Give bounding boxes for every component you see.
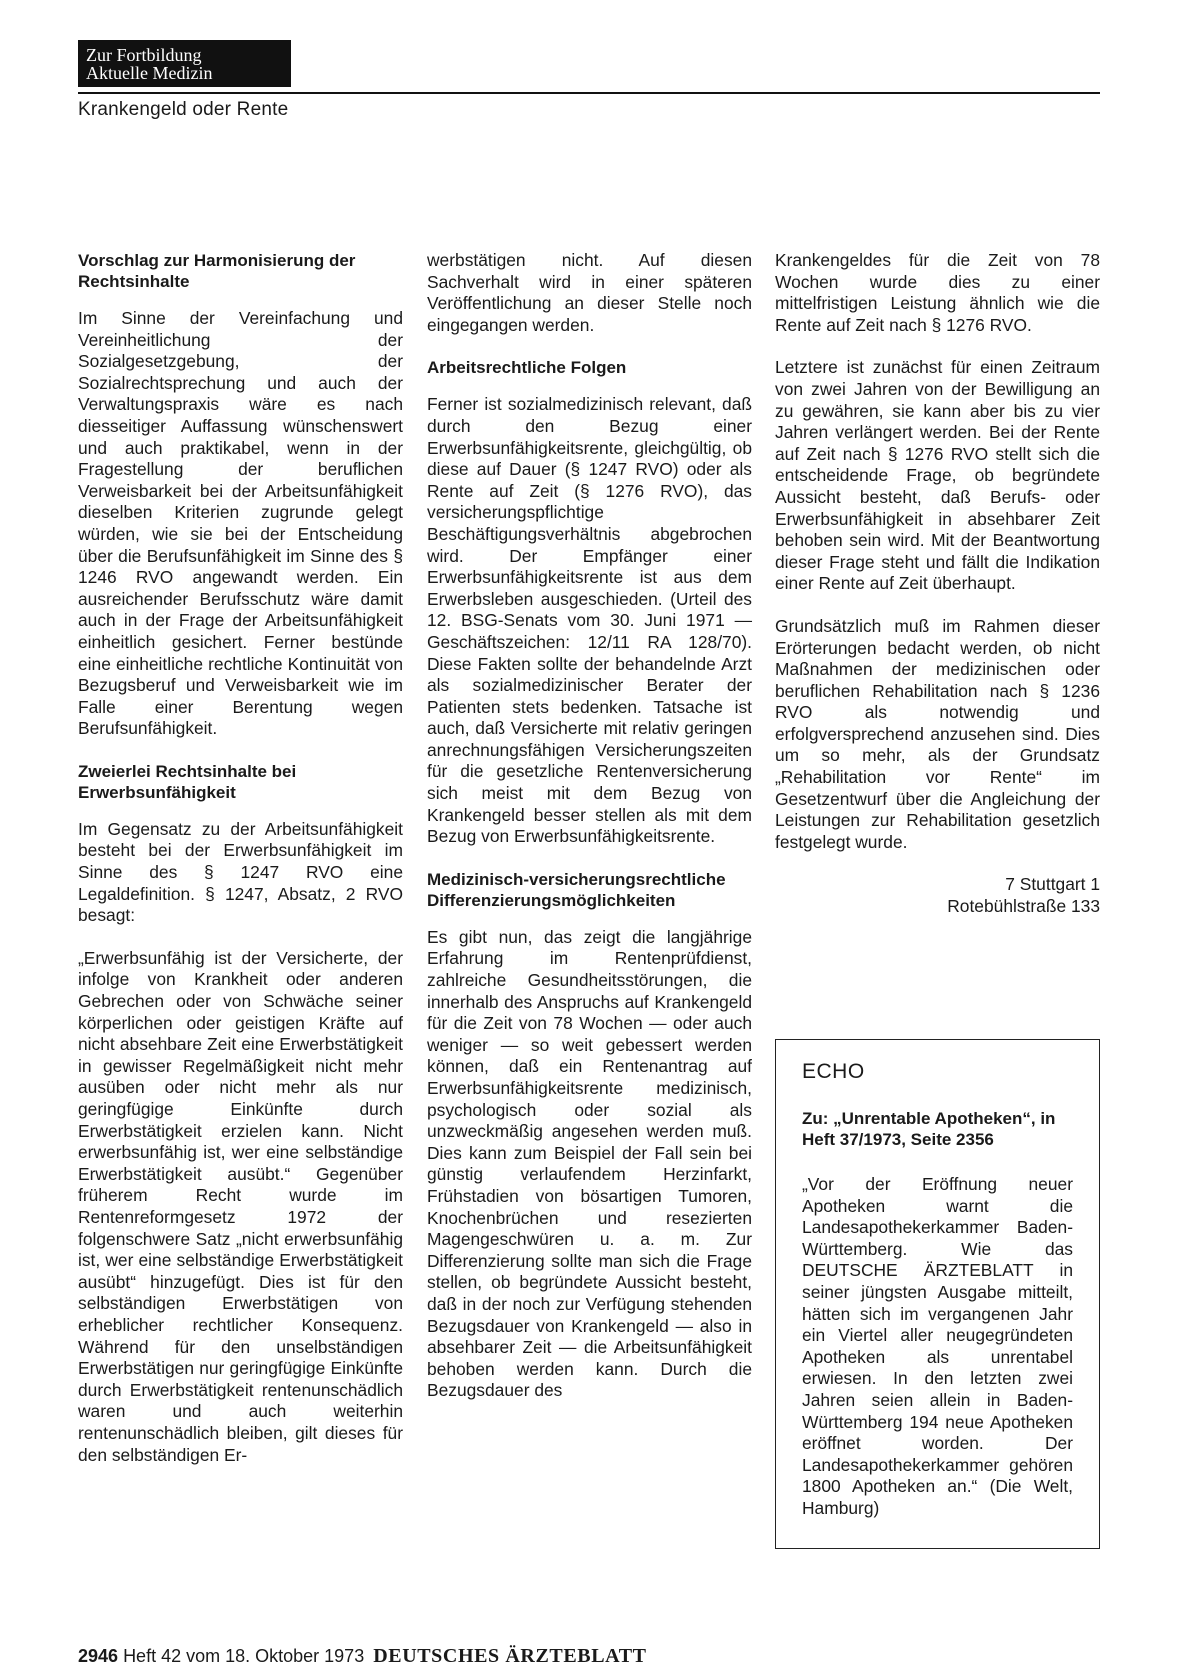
echo-title: ECHO: [802, 1060, 865, 1083]
header-rule: [78, 92, 1100, 94]
issue-info: Heft 42 vom 18. Oktober 1973: [123, 1646, 365, 1666]
address-line-2: Rotebühlstraße 133: [947, 896, 1100, 917]
echo-quote: „Vor der Eröffnung neuer Apotheken warnt die Landesapothekerkammer Baden-Württemberg. Wie das DEUTSCHE ÄRZTEBLATT in seiner jüngsten Ausgabe mitteilt, hätten sich im vergangenen Jahr ein Viertel aller neugegründeten Apotheken als unrentabel erwiesen. In den letzten zwei Jahren seien allein in Baden-Württemberg 194 neue Apotheken eröffnet worden. Der Landesapothekerkammer gehören 1800 Apotheken an.“ (Die Welt, Hamburg): [802, 1174, 1073, 1518]
paragraph: Letztere ist zunächst für einen Zeitraum von zwei Jahren von der Bewilligung an zu gewähren, sie kann aber bis zu vier Jahren verlängert werden. Bei der Rente auf Zeit nach § 1276 RVO stellt sich die entscheidende Frage, ob begründete Aussicht besteht, daß Berufs- oder Erwerbsunfähigkeit in absehbarer Zeit behoben sein wird. Mit der Beantwortung dieser Frage steht und fällt die Indikation einer Rente auf Zeit überhaupt.: [775, 357, 1100, 594]
paragraph: Ferner ist sozialmedizinisch relevant, daß durch den Bezug einer Erwerbsunfähigkeitsrente, gleichgültig, ob diese auf Dauer (§ 1247 RVO) oder als Rente auf Zeit (§ 1276 RVO), das versicherungspflichtige Beschäftigungsverhältnis abgebrochen wird. Der Empfänger einer Erwerbsunfähigkeitsrente ist aus dem Erwerbsleben ausgeschieden. (Urteil des 12. BSG-Senats vom 30. Juni 1971 — Geschäftszeichen: 12/11 RA 128/70). Diese Fakten sollte der behandelnde Arzt als sozialmedizinischer Berater der Patienten stets bedenken. Tatsache ist auch, daß Versicherte mit relativ geringen anrechnungsfähigen Versicherungszeiten für die gesetzliche Rentenversicherung sich meist mit dem Bezug von Krankengeld besser stellen als mit dem Bezug von Erwerbsunfähigkeitsrente.: [427, 394, 752, 847]
paragraph: Im Sinne der Vereinfachung und Vereinheitlichung der Sozialgesetzgebung, der Sozialrechtsprechung und auch der Verwaltungspraxis wäre es nach diesseitiger Auffassung wünschenswert und auch praktikabel, wenn in der Fragestellung der beruflichen Verweisbarkeit bei der Arbeitsunfähigkeit dieselben Kriterien zugrunde gelegt würden, wie sie bei der Entscheidung über die Berufsunfähigkeit im Sinne des § 1246 RVO angewandt werden. Ein ausreichender Berufsschutz wäre damit auch in der Frage der Arbeitsunfähigkeit einheitlich gesichert. Ferner bestünde eine einheitliche rechtliche Kontinuität von Bezugsberuf und Verweisbarkeit wie im Falle einer Berentung wegen Berufsunfähigkeit.: [78, 308, 403, 739]
section-label: [78, 40, 291, 87]
address-line-1: 7 Stuttgart 1: [1005, 874, 1100, 895]
paragraph: „Erwerbsunfähig ist der Versicherte, der infolge von Krankheit oder anderen Gebrechen oder von Schwäche seiner körperlichen oder geistigen Kräfte auf nicht absehbare Zeit eine Erwerbstätigkeit in gewisser Regelmäßigkeit nicht mehr ausüben oder nicht mehr als nur geringfügige Einkünfte durch Erwerbstätigkeit erzielen kann. Nicht erwerbsunfähig ist, wer eine selbständige Erwerbstätigkeit ausübt.“ Gegenüber früherem Recht wurde im Rentenreformgesetz 1972 der folgenschwere Satz „nicht erwerbsunfähig ist, wer eine selbständige Erwerbstätigkeit ausübt“ hinzugefügt. Dies ist für den selbständigen Erwerbstätigen von erheblicher rechtlicher Konsequenz. Während für den unselbständigen Erwerbstätigen nur geringfügige Einkünfte durch Erwerbstätigkeit rentenunschädlich waren und auch weiterhin rentenunschädlich bleiben, gilt dieses für den selbständigen Er-: [78, 947, 403, 1465]
page-number: 2946: [78, 1646, 119, 1666]
heading-harmonisierung: Vorschlag zur Harmonisierung der Rechtsinhalte: [78, 251, 356, 291]
column-2: [427, 250, 752, 1423]
heading-zweierlei-rechtsinhalte: Zweierlei Rechtsinhalte bei Erwerbsunfähigkeit: [78, 761, 297, 802]
heading-differenzierungsmoeglichkeiten: Medizinisch-versicherungsrechtliche Differenzierungsmöglichkeiten: [427, 869, 726, 910]
column-1: [78, 250, 403, 1487]
echo-box: [775, 1039, 1100, 1549]
column-3: [775, 250, 1100, 918]
author-address: [775, 874, 1100, 917]
paragraph: Grundsätzlich muß im Rahmen dieser Erörterungen bedacht werden, ob nicht Maßnahmen der medizinischen oder beruflichen Rehabilitation nach § 1236 RVO als notwendig und erfolgversprechend anzusehen sind. Dies um so mehr, als der Grundsatz „Rehabilitation vor Rente“ im Gesetzentwurf über die Angleichung der Leistungen zur Rehabilitation gesetzlich festgelegt wurde.: [775, 615, 1100, 852]
page-footer: [78, 1645, 647, 1668]
section-label-line2: Aktuelle Medizin: [86, 63, 213, 83]
journal-name: DEUTSCHES ÄRZTEBLATT: [373, 1645, 647, 1667]
paragraph: Im Gegensatz zu der Arbeitsunfähigkeit besteht bei der Erwerbsunfähigkeit im Sinne des § 1247 RVO eine Legaldefinition. § 1247, Absatz, 2 RVO besagt:: [78, 818, 403, 926]
page-topic: Krankengeld oder Rente: [78, 99, 289, 120]
echo-subtitle: Zu: „Unrentable Apotheken“, in Heft 37/1973, Seite 2356: [802, 1109, 1056, 1149]
section-label-line1: Zur Fortbildung: [86, 45, 202, 65]
heading-arbeitsrechtliche-folgen: Arbeitsrechtliche Folgen: [427, 358, 627, 378]
paragraph: werbstätigen nicht. Auf diesen Sachverhalt wird in einer späteren Veröffentlichung an dieser Stelle noch eingegangen werden.: [427, 250, 752, 335]
paragraph: Es gibt nun, das zeigt die langjährige Erfahrung im Rentenprüfdienst, zahlreiche Gesundheitsstörungen, die innerhalb des Anspruchs auf Krankengeld für die Zeit von 78 Wochen — oder auch weniger — so weit gebessert werden können, daß ein Rentenantrag auf Erwerbsunfähigkeitsrente medizinisch, psychologisch oder sozial als unzweckmäßig angesehen werden muß. Dies kann zum Beispiel der Fall sein bei günstig verlaufendem Herzinfarkt, Frühstadien von bösartigen Tumoren, Knochenbrüchen und resezierten Magengeschwüren u. a. m. Zur Differenzierung sollte man sich die Frage stellen, ob begründete Aussicht besteht, daß in der noch zur Verfügung stehenden Bezugsdauer von Krankengeld — also in absehbarer Zeit — die Arbeitsunfähigkeit behoben werden kann. Durch die Bezugsdauer des: [427, 926, 752, 1401]
paragraph: Krankengeldes für die Zeit von 78 Wochen wurde dies zu einer mittelfristigen Leistung ähnlich wie die Rente auf Zeit nach § 1276 RVO.: [775, 250, 1100, 335]
